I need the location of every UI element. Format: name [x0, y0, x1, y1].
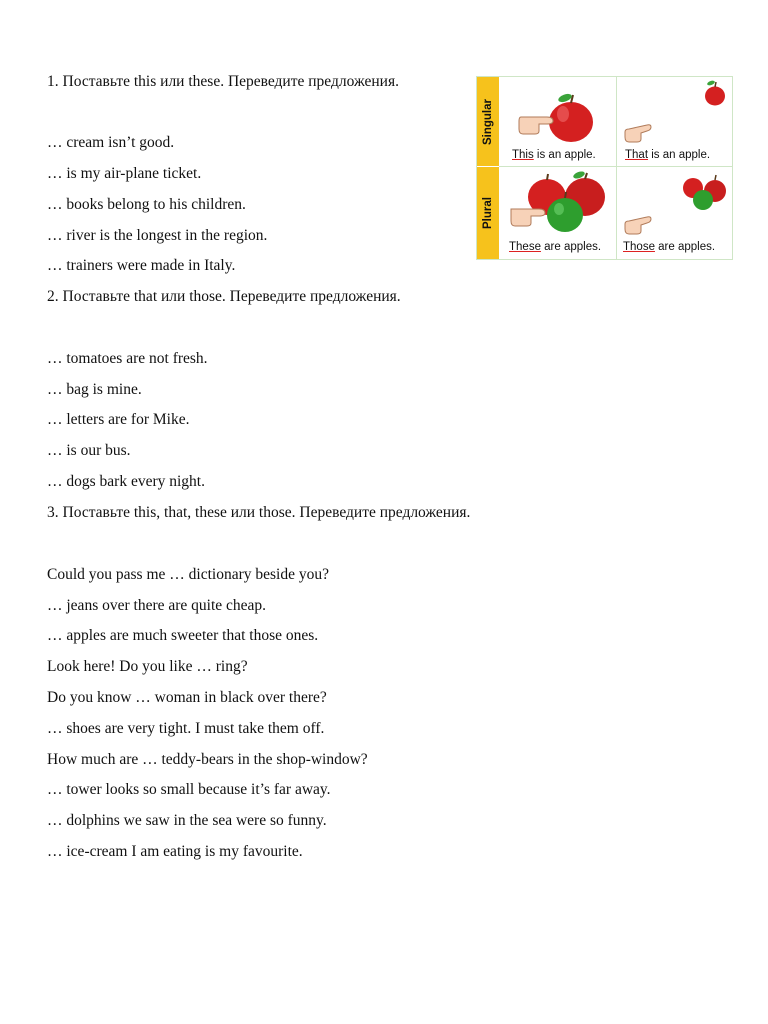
this-apple-illustration [517, 91, 597, 147]
exercise-3-item: Do you know … woman in black over there? [47, 689, 327, 706]
pointing-hand-icon [625, 125, 651, 142]
caption-these: These are apples. [509, 241, 602, 253]
caption-those: Those are apples. [623, 241, 716, 253]
exercise-3-heading: 3. Поставьте this, that, these или those. Переведите предложения. [47, 504, 471, 521]
caption-that: That is an apple. [625, 149, 711, 161]
exercise-3-item: … jeans over there are quite cheap. [47, 597, 267, 614]
demonstratives-illustration [476, 76, 733, 260]
pointing-hand-icon [519, 117, 553, 134]
exercise-3-item: Look here! Do you like … ring? [47, 658, 248, 675]
exercise-2-item: … dogs bark every night. [47, 473, 205, 490]
exercise-3-item: … ice-cream I am eating is my favourite. [47, 843, 303, 860]
exercise-1-item: … trainers were made in Italy. [47, 257, 236, 274]
apple-red-small-icon [705, 80, 725, 106]
exercise-1-item: … books belong to his children. [47, 196, 246, 213]
exercise-2-item: … bag is mine. [47, 381, 142, 398]
exercise-3-item: How much are … teddy-bears in the shop-window? [47, 751, 368, 768]
exercise-1-item: … river is the longest in the region. [47, 227, 268, 244]
exercise-2-item: … tomatoes are not fresh. [47, 350, 208, 367]
singular-label: Singular [482, 98, 494, 145]
exercise-3-item: … apples are much sweeter that those ones. [47, 627, 319, 644]
caption-this: This is an apple. [512, 149, 596, 161]
that-apple-illustration [623, 79, 731, 149]
exercise-1-item: … cream isn’t good. [47, 134, 175, 151]
exercise-3-item: Could you pass me … dictionary beside you? [47, 566, 329, 583]
exercise-3-item: … tower looks so small because it’s far away. [47, 781, 331, 798]
grid-divider-vertical [616, 77, 617, 259]
plural-label-band [477, 167, 499, 259]
these-apples-illustration [509, 171, 613, 237]
exercise-2-item: … letters are for Mike. [47, 411, 190, 428]
exercise-3-item: … dolphins we saw in the sea were so funny. [47, 812, 327, 829]
those-apples-illustration [623, 171, 731, 237]
exercise-1-heading: 1. Поставьте this или these. Переведите предложения. [47, 73, 399, 90]
pointing-hand-icon [511, 209, 545, 226]
exercise-3-item: … shoes are very tight. I must take them off. [47, 720, 325, 737]
singular-label-band [477, 77, 499, 166]
exercise-2-heading: 2. Поставьте that или those. Переведите предложения. [47, 288, 401, 305]
exercise-1-item: … is my air-plane ticket. [47, 165, 202, 182]
plural-label: Plural [482, 197, 494, 229]
pointing-hand-icon [625, 217, 651, 234]
exercise-2-item: … is our bus. [47, 442, 131, 459]
apple-green-small-icon [693, 190, 713, 210]
apple-red-icon [549, 92, 593, 142]
